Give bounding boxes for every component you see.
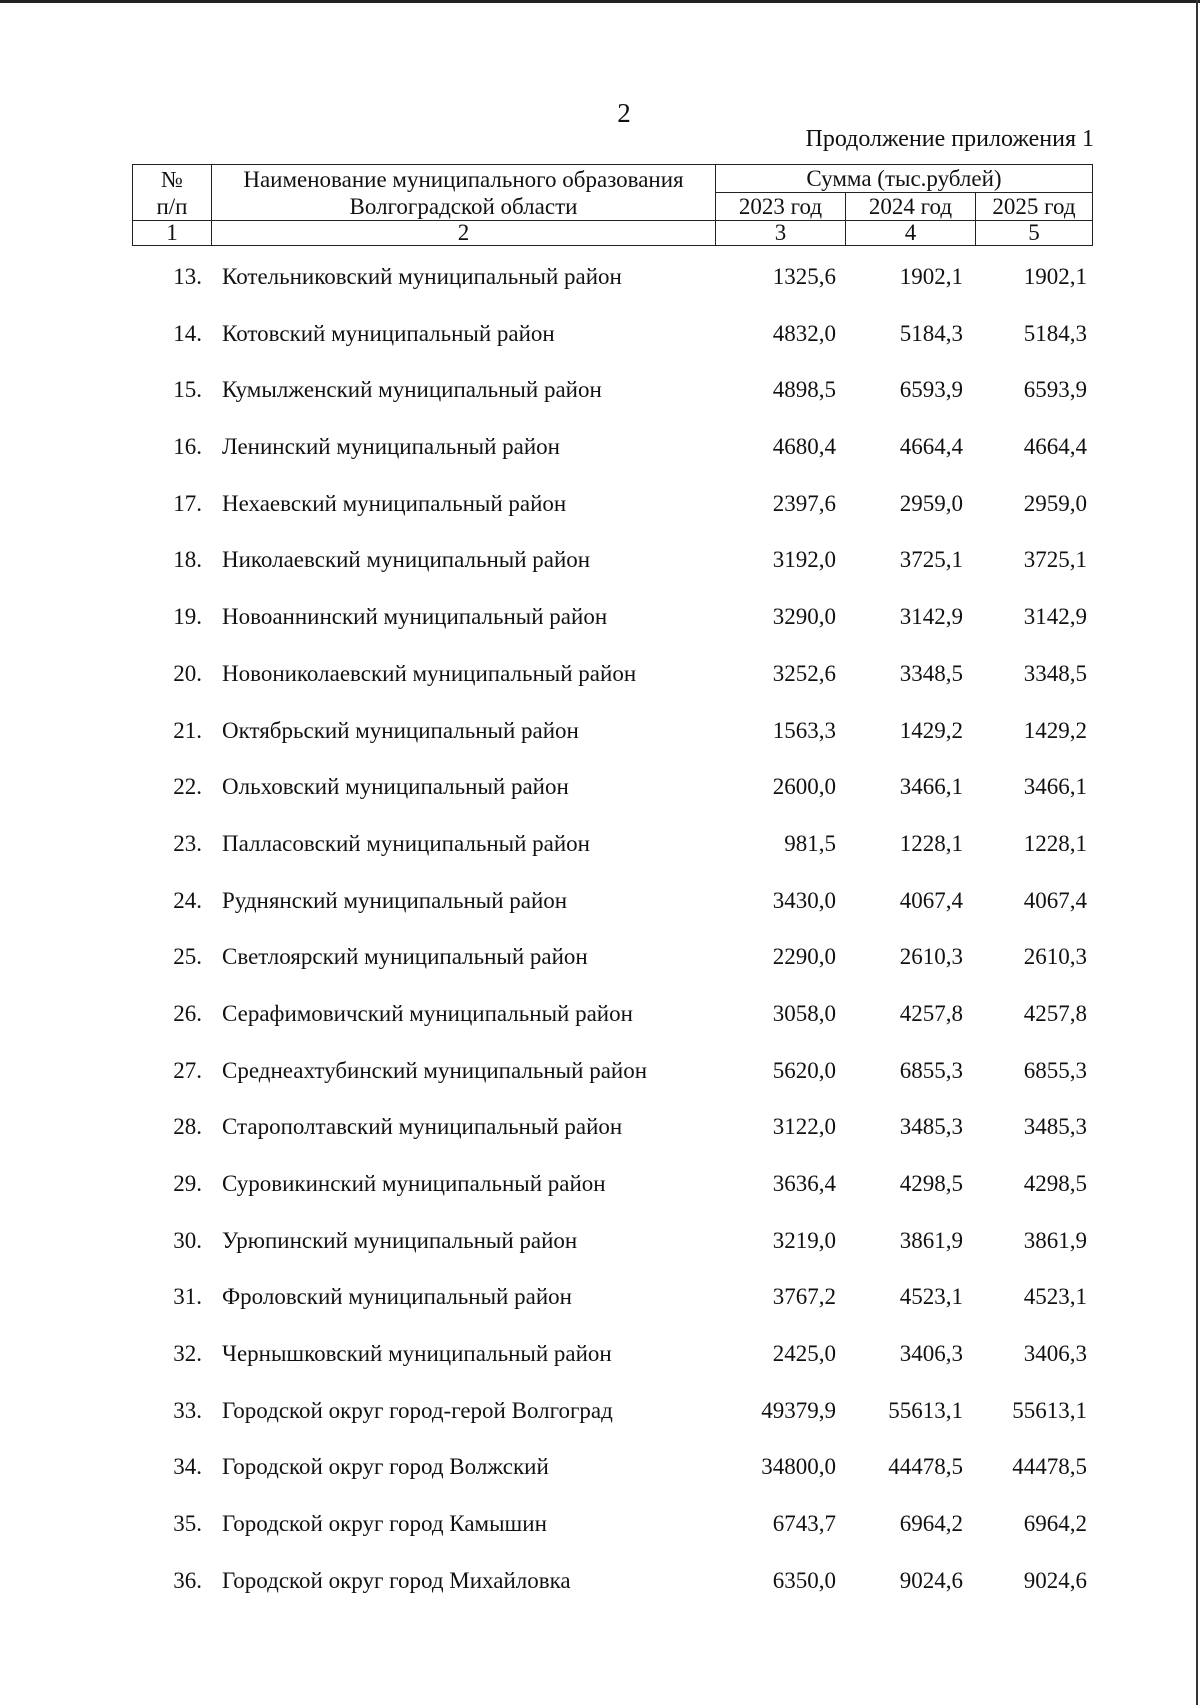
row-number: 26. bbox=[173, 1000, 202, 1026]
amount-2023: 2290,0 bbox=[772, 944, 836, 970]
amount-2025: 4664,4 bbox=[1023, 434, 1087, 460]
table-row bbox=[0, 991, 1200, 1048]
municipality-name: Фроловский муниципальный район bbox=[222, 1284, 572, 1310]
amount-2024: 6964,2 bbox=[899, 1511, 963, 1537]
amount-2025: 4257,8 bbox=[1023, 1000, 1087, 1026]
table-row bbox=[0, 1048, 1200, 1105]
municipality-name: Городской округ город Михайловка bbox=[222, 1567, 571, 1593]
amount-2025: 6855,3 bbox=[1023, 1057, 1087, 1083]
row-number: 33. bbox=[173, 1397, 202, 1423]
amount-2025: 4067,4 bbox=[1023, 887, 1087, 913]
row-number: 30. bbox=[173, 1227, 202, 1253]
amount-2025: 3406,3 bbox=[1023, 1341, 1087, 1367]
municipality-name: Городской округ город Камышин bbox=[222, 1511, 547, 1537]
municipality-name: Среднеахтубинский муниципальный район bbox=[222, 1057, 648, 1083]
amount-2024: 3725,1 bbox=[899, 547, 963, 573]
amount-2023: 3290,0 bbox=[772, 604, 836, 630]
amount-2024: 3348,5 bbox=[899, 660, 963, 686]
table-row bbox=[0, 367, 1200, 424]
amount-2023: 4680,4 bbox=[772, 434, 836, 460]
table-row bbox=[0, 1501, 1200, 1558]
table-row bbox=[0, 651, 1200, 708]
amount-2024: 4523,1 bbox=[899, 1284, 963, 1310]
amount-2023: 3122,0 bbox=[772, 1114, 836, 1140]
row-number: 17. bbox=[173, 490, 202, 516]
header-row-top bbox=[133, 165, 1093, 193]
row-number: 19. bbox=[173, 604, 202, 630]
municipality-name: Ленинский муниципальный район bbox=[222, 434, 560, 460]
municipality-name: Кумылженский муниципальный район bbox=[222, 377, 602, 403]
table-row bbox=[0, 1444, 1200, 1501]
table-row bbox=[0, 878, 1200, 935]
amount-2024: 1429,2 bbox=[899, 717, 963, 743]
amount-2025: 1902,1 bbox=[1023, 264, 1087, 289]
page-top-border bbox=[0, 0, 1200, 3]
table-row bbox=[0, 311, 1200, 368]
amount-2025: 1228,1 bbox=[1023, 830, 1087, 856]
header-cell-number bbox=[133, 165, 212, 221]
row-number: 18. bbox=[173, 547, 202, 573]
amount-2023: 3192,0 bbox=[772, 547, 836, 573]
amount-2023: 3058,0 bbox=[772, 1000, 836, 1026]
table-row bbox=[0, 594, 1200, 651]
row-number: 28. bbox=[173, 1114, 202, 1140]
amount-2023: 34800,0 bbox=[761, 1454, 836, 1480]
table-header bbox=[132, 164, 1093, 246]
amount-2025: 5184,3 bbox=[1023, 320, 1087, 346]
amount-2023: 4898,5 bbox=[772, 377, 836, 403]
row-number: 21. bbox=[173, 717, 202, 743]
header-year-2025: 2025 год bbox=[976, 193, 1093, 221]
header-row-column-numbers bbox=[133, 221, 1093, 246]
municipality-name: Городской округ город Волжский bbox=[222, 1454, 549, 1480]
amount-2023: 4832,0 bbox=[772, 320, 836, 346]
amount-2025: 3466,1 bbox=[1023, 774, 1087, 800]
column-number: 5 bbox=[976, 221, 1093, 246]
amount-2024: 3466,1 bbox=[899, 774, 963, 800]
amount-2023: 3767,2 bbox=[772, 1284, 836, 1310]
amount-2024: 55613,1 bbox=[888, 1397, 963, 1423]
row-number: 20. bbox=[173, 660, 202, 686]
row-number: 14. bbox=[173, 320, 202, 346]
header-number-sublabel: п/п bbox=[156, 193, 188, 219]
header-name-sublabel: Волгоградской области bbox=[349, 193, 578, 219]
amount-2024: 3406,3 bbox=[899, 1341, 963, 1367]
amount-2023: 6743,7 bbox=[772, 1511, 836, 1537]
amount-2025: 6964,2 bbox=[1023, 1511, 1087, 1537]
municipality-name: Котовский муниципальный район bbox=[222, 320, 555, 346]
appendix-continuation-note: Продолжение приложения 1 bbox=[805, 126, 1094, 152]
page-number: 2 bbox=[617, 98, 631, 128]
column-number: 1 bbox=[133, 221, 212, 246]
amount-2025: 2610,3 bbox=[1023, 944, 1087, 970]
amount-2023: 3636,4 bbox=[772, 1171, 836, 1196]
municipality-name: Новоаннинский муниципальный район bbox=[222, 604, 608, 630]
amount-2024: 2959,0 bbox=[899, 490, 963, 516]
table-row bbox=[0, 1558, 1200, 1615]
table-row bbox=[0, 481, 1200, 538]
table-row bbox=[0, 1161, 1200, 1218]
header-year-2024: 2024 год bbox=[846, 193, 976, 221]
row-number: 27. bbox=[173, 1057, 202, 1083]
amount-2023: 3252,6 bbox=[772, 660, 836, 686]
amount-2025: 55613,1 bbox=[1012, 1397, 1087, 1423]
table-row bbox=[0, 1388, 1200, 1445]
row-number: 31. bbox=[173, 1284, 202, 1310]
amount-2025: 2959,0 bbox=[1023, 490, 1087, 516]
row-number: 29. bbox=[173, 1171, 202, 1196]
row-number: 35. bbox=[173, 1511, 202, 1537]
amount-2023: 3219,0 bbox=[772, 1227, 836, 1253]
municipality-name: Новониколаевский муниципальный район bbox=[222, 660, 637, 686]
amount-2023: 2600,0 bbox=[772, 774, 836, 800]
municipality-name: Нехаевский муниципальный район bbox=[222, 490, 567, 516]
row-number: 24. bbox=[173, 887, 202, 913]
table-row bbox=[0, 934, 1200, 991]
amount-2024: 9024,6 bbox=[899, 1567, 963, 1593]
header-name-label: Наименование муниципального образования bbox=[243, 166, 684, 192]
amount-2024: 4298,5 bbox=[899, 1171, 963, 1196]
amount-2023: 5620,0 bbox=[772, 1057, 836, 1083]
row-number: 22. bbox=[173, 774, 202, 800]
row-number: 16. bbox=[173, 434, 202, 460]
municipality-name: Городской округ город-герой Волгоград bbox=[222, 1397, 613, 1423]
row-number: 32. bbox=[173, 1341, 202, 1367]
table-row bbox=[0, 1104, 1200, 1161]
amount-2023: 49379,9 bbox=[761, 1397, 836, 1423]
amount-2024: 6593,9 bbox=[899, 377, 963, 403]
amount-2024: 1228,1 bbox=[899, 830, 963, 856]
amount-2025: 3861,9 bbox=[1023, 1227, 1087, 1253]
municipality-name: Светлоярский муниципальный район bbox=[222, 944, 588, 970]
municipality-name: Котельниковский муниципальный район bbox=[222, 264, 622, 289]
municipality-name: Николаевский муниципальный район bbox=[222, 547, 591, 573]
amount-2023: 2397,6 bbox=[772, 490, 836, 516]
amount-2025: 44478,5 bbox=[1012, 1454, 1087, 1480]
amount-2025: 1429,2 bbox=[1023, 717, 1087, 743]
municipality-name: Старополтавский муниципальный район bbox=[222, 1114, 623, 1140]
table-body bbox=[0, 254, 1200, 1615]
amount-2024: 4257,8 bbox=[899, 1000, 963, 1026]
amount-2024: 3142,9 bbox=[899, 604, 963, 630]
municipality-name: Ольховский муниципальный район bbox=[222, 774, 569, 800]
amount-2025: 3725,1 bbox=[1023, 547, 1087, 573]
amount-2024: 1902,1 bbox=[899, 264, 963, 289]
amount-2023: 1563,3 bbox=[772, 717, 836, 743]
table-row bbox=[0, 764, 1200, 821]
amount-2024: 4067,4 bbox=[899, 887, 963, 913]
municipality-name: Октябрьский муниципальный район bbox=[222, 717, 579, 743]
municipality-name: Серафимовичский муниципальный район bbox=[222, 1000, 633, 1026]
row-number: 23. bbox=[173, 830, 202, 856]
amount-2025: 9024,6 bbox=[1023, 1567, 1087, 1593]
row-number: 25. bbox=[173, 944, 202, 970]
table-row bbox=[0, 821, 1200, 878]
row-number: 13. bbox=[173, 264, 202, 289]
amount-2024: 2610,3 bbox=[899, 944, 963, 970]
row-number: 15. bbox=[173, 377, 202, 403]
municipality-name: Урюпинский муниципальный район bbox=[222, 1227, 578, 1253]
table-row bbox=[0, 1218, 1200, 1275]
table-row bbox=[0, 1331, 1200, 1388]
amount-2023: 1325,6 bbox=[772, 264, 836, 289]
amount-2025: 3348,5 bbox=[1023, 660, 1087, 686]
table-row bbox=[0, 1274, 1200, 1331]
amount-2024: 4664,4 bbox=[899, 434, 963, 460]
amount-2023: 3430,0 bbox=[772, 887, 836, 913]
table-row bbox=[0, 708, 1200, 765]
amount-2025: 4298,5 bbox=[1023, 1171, 1087, 1196]
amount-2024: 5184,3 bbox=[899, 320, 963, 346]
amount-2024: 3861,9 bbox=[899, 1227, 963, 1253]
header-cell-name bbox=[212, 165, 716, 221]
table-row bbox=[0, 537, 1200, 594]
amount-2023: 2425,0 bbox=[772, 1341, 836, 1367]
column-number: 4 bbox=[846, 221, 976, 246]
amount-2023: 981,5 bbox=[784, 830, 836, 856]
amount-2024: 44478,5 bbox=[888, 1454, 963, 1480]
header-year-2023: 2023 год bbox=[716, 193, 846, 221]
table-row bbox=[0, 424, 1200, 481]
municipality-name: Руднянский муниципальный район bbox=[222, 887, 568, 913]
amount-2025: 6593,9 bbox=[1023, 377, 1087, 403]
header-number-label: № bbox=[161, 166, 183, 192]
amount-2024: 3485,3 bbox=[899, 1114, 963, 1140]
row-number: 36. bbox=[173, 1567, 202, 1593]
municipality-name: Палласовский муниципальный район bbox=[222, 830, 590, 856]
column-number: 3 bbox=[716, 221, 846, 246]
amount-2025: 3142,9 bbox=[1023, 604, 1087, 630]
table-row bbox=[0, 254, 1200, 311]
amount-2025: 3485,3 bbox=[1023, 1114, 1087, 1140]
amount-2023: 6350,0 bbox=[772, 1567, 836, 1593]
municipality-name: Суровикинский муниципальный район bbox=[222, 1171, 606, 1196]
amount-2024: 6855,3 bbox=[899, 1057, 963, 1083]
amount-2025: 4523,1 bbox=[1023, 1284, 1087, 1310]
municipality-name: Чернышковский муниципальный район bbox=[222, 1341, 612, 1367]
row-number: 34. bbox=[173, 1454, 202, 1480]
header-sum-label: Сумма (тыс.рублей) bbox=[716, 165, 1093, 193]
column-number: 2 bbox=[212, 221, 716, 246]
